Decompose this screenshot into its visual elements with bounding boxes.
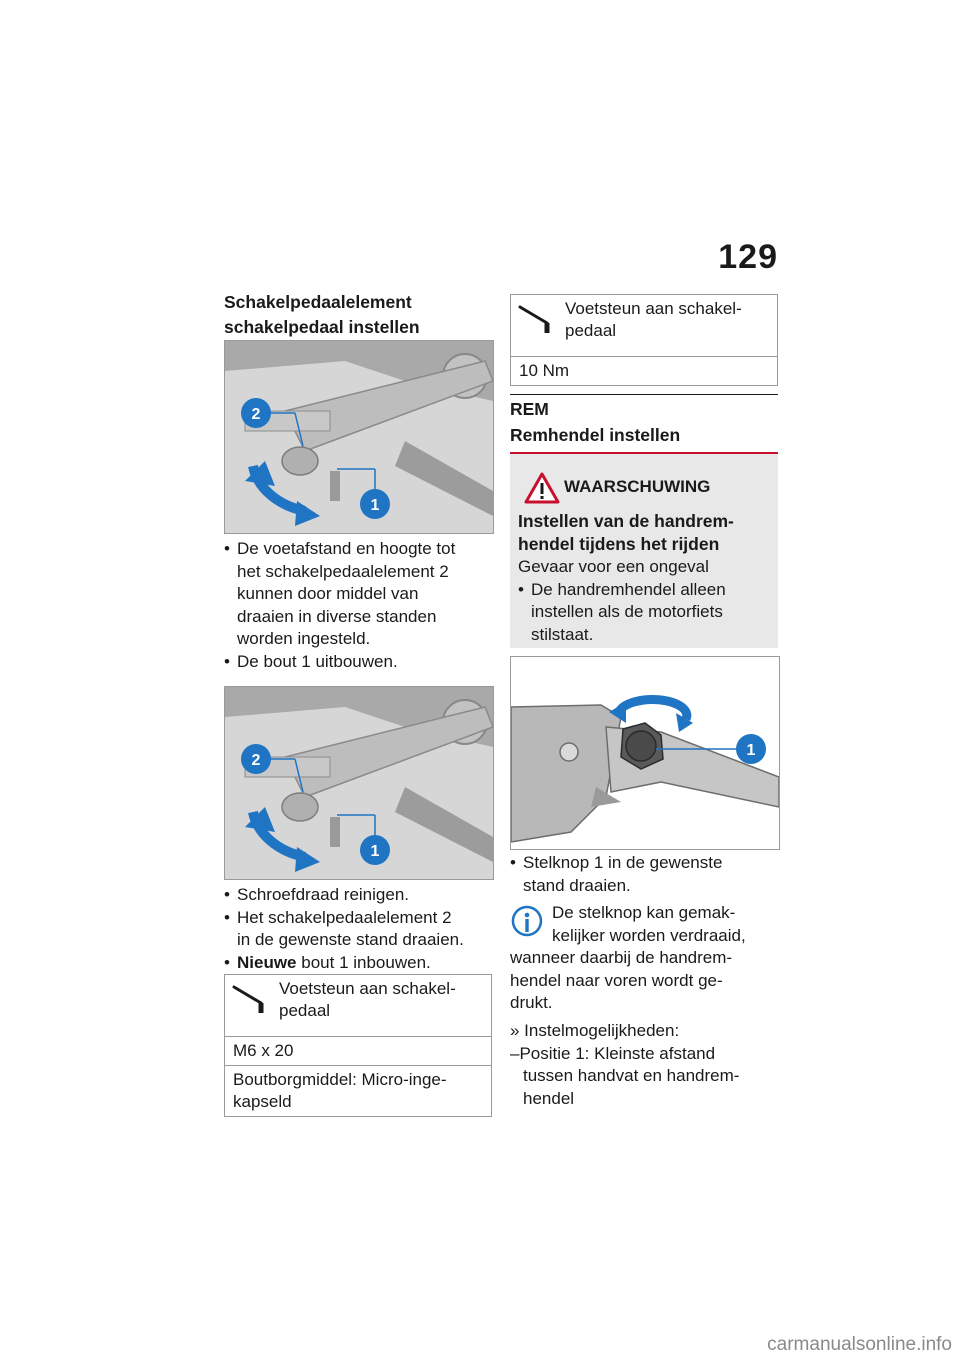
steps-list-2 [224, 884, 494, 974]
warning-title: Instellen van de handrem- hendel tijdens het rijden [518, 511, 734, 554]
shift-pedal-figure-1 [224, 340, 494, 534]
callout-1: 1 [746, 742, 756, 759]
info-text-lead: De stelknop kan gemak- kelijker worden verdraaid, [552, 903, 746, 945]
shift-pedal-illustration [225, 687, 493, 879]
callout-2: 2 [251, 752, 261, 769]
list-item: • Nieuwe bout 1 inbouwen. [224, 952, 431, 972]
info-text-rest: wanneer daarbij de handrem- hendel naar voren wordt ge- drukt. [510, 948, 733, 1012]
warning-box [510, 452, 778, 648]
list-item: • Stelknop 1 in de gewenste stand draaien. [510, 853, 723, 895]
shift-pedal-illustration [225, 341, 493, 533]
torque-table-header: Voetsteun aan schakel- pedaal [225, 975, 491, 1036]
page-number: 129 [718, 238, 778, 276]
info-icon [510, 904, 544, 942]
torque-value: 10 Nm [511, 356, 777, 385]
brake-lever-illustration [511, 657, 779, 849]
section-title: Schakelpedaalelement schakelpedaal instellen [224, 292, 420, 337]
list-item: • Schroefdraad reinigen. [224, 885, 410, 904]
list-item: • De voetafstand en hoogte tot het schakelpedaalelement 2 kunnen door middel van draaien in diverse standen worden ingesteld. [224, 539, 456, 648]
threadlocker-note: Boutborgmiddel: Micro-inge- kapseld [225, 1065, 491, 1116]
brake-lever-figure [510, 656, 780, 850]
torque-table-header: Voetsteun aan schakel- pedaal [511, 295, 777, 356]
shift-pedal-figure-2 [224, 686, 494, 880]
chapter-divider [510, 394, 778, 395]
steps-list-1 [224, 538, 494, 673]
adjustment-options [510, 1020, 780, 1110]
section-title: Remhendel instellen [510, 425, 681, 445]
warning-label: WAARSCHUWING [564, 477, 711, 496]
chapter-title: REM [510, 399, 549, 419]
torque-value: M6 x 20 [225, 1036, 491, 1065]
option-item: –Positie 1: Kleinste afstand tussen handvat en handrem- hendel [510, 1043, 740, 1108]
callout-1: 1 [370, 497, 380, 514]
options-label: » Instelmogelijkheden: [510, 1021, 680, 1040]
callout-1: 1 [370, 843, 380, 860]
list-item: • De handremhendel alleen instellen als de motorfiets stilstaat. [518, 579, 726, 644]
callout-2: 2 [251, 406, 261, 423]
watermark: carmanualsonline.info [767, 1334, 952, 1355]
step-list [510, 852, 780, 897]
warning-triangle-icon [524, 472, 560, 504]
warning-body: Gevaar voor een ongeval • De handremhendel alleen instellen als de motorfiets stilstaat. [518, 556, 776, 646]
list-item: • Het schakelpedaalelement 2 in de gewenste stand draaien. [224, 907, 464, 949]
list-item: • De bout 1 uitbouwen. [224, 651, 398, 671]
torque-table-right [510, 294, 778, 386]
wrench-icon [231, 981, 271, 1015]
torque-table-left [224, 974, 492, 1117]
wrench-icon [517, 301, 557, 335]
